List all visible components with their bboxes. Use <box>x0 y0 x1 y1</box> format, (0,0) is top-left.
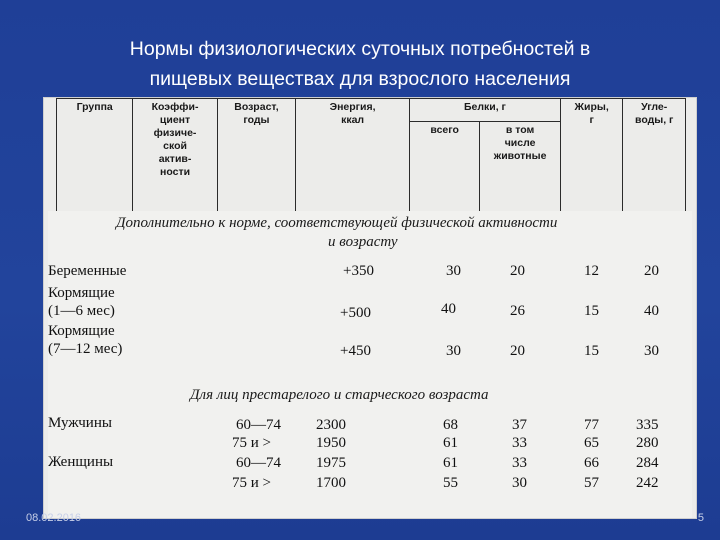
cell-age: 75 и > <box>232 435 271 451</box>
cell-protein-animal: 20 <box>510 263 525 279</box>
row-label: Мужчины <box>48 415 112 431</box>
cell-protein-total: 30 <box>446 263 461 279</box>
cell-carbs: 40 <box>644 303 659 319</box>
cell-fat: 77 <box>584 417 599 433</box>
row-label: Кормящие <box>48 285 115 301</box>
cell-fat: 66 <box>584 455 599 471</box>
section1-title-line-1: Дополнительно к норме, соответствующей физической активности <box>116 215 558 231</box>
cell-energy: 2300 <box>316 417 346 433</box>
header-carbs: Угле- воды, г <box>623 99 686 213</box>
cell-protein-animal: 26 <box>510 303 525 319</box>
cell-carbs: 20 <box>644 263 659 279</box>
cell-protein-animal: 33 <box>512 455 527 471</box>
slide-title-line-1: Нормы физиологических суточных потребностей в <box>129 38 591 60</box>
cell-carbs: 30 <box>644 343 659 359</box>
slide-title-line-2: пищевых веществах для взрослого населения <box>149 68 571 90</box>
cell-energy: +500 <box>340 305 371 321</box>
cell-carbs: 242 <box>636 475 659 491</box>
cell-energy: 1975 <box>316 455 346 471</box>
cell-protein-total: 61 <box>443 455 458 471</box>
page-number: 5 <box>697 512 704 524</box>
row-label: Беременные <box>48 263 127 279</box>
slide-title <box>40 34 680 94</box>
cell-age: 75 и > <box>232 475 271 491</box>
cell-protein-total: 55 <box>443 475 458 491</box>
header-group: Группа <box>57 99 133 213</box>
table-header <box>56 98 686 213</box>
cell-energy: +350 <box>343 263 374 279</box>
header-protein-animal: в том числе животные <box>480 122 561 213</box>
cell-protein-animal: 33 <box>512 435 527 451</box>
row-label-sub: (1—6 мес) <box>48 303 115 319</box>
cell-protein-total: 61 <box>443 435 458 451</box>
header-protein-total: всего <box>409 122 479 213</box>
cell-fat: 15 <box>584 343 599 359</box>
section2-title: Для лиц престарелого и старческого возраста <box>190 387 489 403</box>
cell-carbs: 284 <box>636 455 659 471</box>
scanned-table <box>44 98 696 518</box>
header-fat: Жиры, г <box>560 99 623 213</box>
header-energy: Энергия, ккал <box>296 99 410 213</box>
cell-protein-animal: 37 <box>512 417 527 433</box>
cell-fat: 65 <box>584 435 599 451</box>
cell-carbs: 335 <box>636 417 659 433</box>
row-label: Женщины <box>48 454 114 470</box>
cell-fat: 15 <box>584 303 599 319</box>
cell-age: 60—74 <box>236 417 281 433</box>
header-protein: Белки, г <box>409 99 560 122</box>
cell-protein-animal: 30 <box>512 475 527 491</box>
header-coef: Коэффи- циент физиче- ской актив- ности <box>133 99 217 213</box>
row-label: Кормящие <box>48 323 115 339</box>
cell-protein-total: 30 <box>446 343 461 359</box>
cell-age: 60—74 <box>236 455 281 471</box>
cell-fat: 57 <box>584 475 599 491</box>
section1-title-line-2: и возрасту <box>328 234 398 250</box>
cell-protein-total: 68 <box>443 417 458 433</box>
header-age: Возраст, годы <box>217 99 295 213</box>
cell-fat: 12 <box>584 263 599 279</box>
cell-energy: +450 <box>340 343 371 359</box>
cell-carbs: 280 <box>636 435 659 451</box>
footer-date: 08.02.2016 <box>26 512 82 524</box>
row-label-sub: (7—12 мес) <box>48 341 123 357</box>
cell-protein-total: 40 <box>441 301 456 317</box>
cell-protein-animal: 20 <box>510 343 525 359</box>
table-body <box>48 211 692 518</box>
cell-energy: 1950 <box>316 435 346 451</box>
cell-energy: 1700 <box>316 475 346 491</box>
